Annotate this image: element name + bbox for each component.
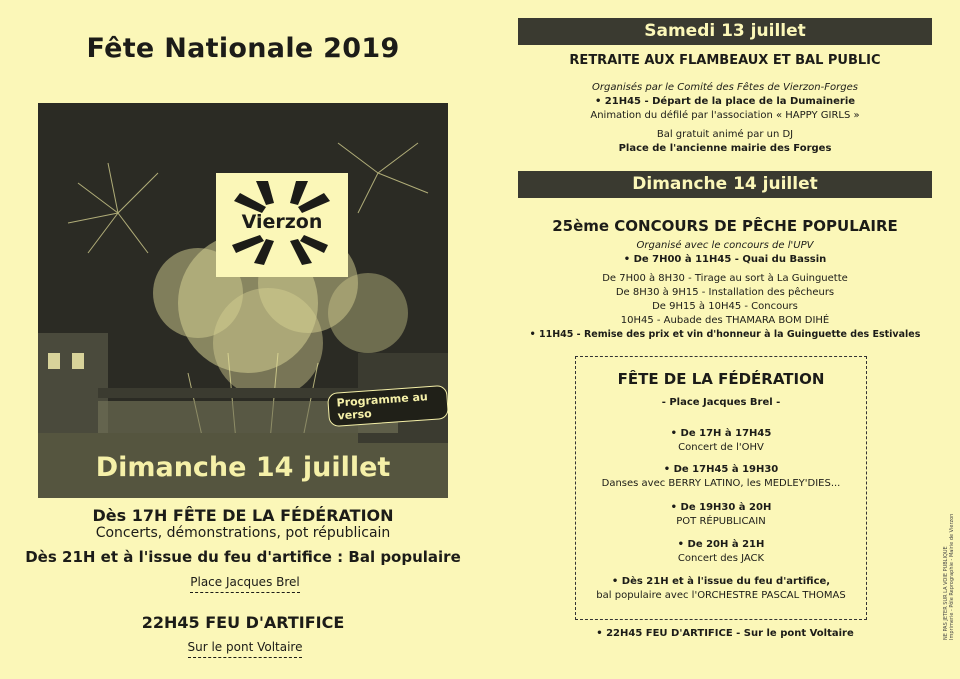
main-date: Dimanche 14 juillet bbox=[95, 452, 391, 483]
federation-desc4: Concert des JACK bbox=[677, 553, 765, 564]
peche-line4: De 9H15 à 10H45 - Concours bbox=[652, 301, 798, 312]
peche-line2: De 7H00 à 8H30 - Tirage au sort à La Guinguette bbox=[602, 273, 848, 284]
federation-title: FÊTE DE LA FÉDÉRATION bbox=[617, 370, 825, 388]
saturday-line2: Animation du défilé par l'association « HAPPY GIRLS » bbox=[590, 110, 860, 121]
pont-voltaire-text: Sur le pont Voltaire bbox=[188, 640, 303, 658]
federation-time4: • De 20H à 21H bbox=[677, 539, 765, 550]
feu-artifice-heading: 22H45 FEU D'ARTIFICE bbox=[141, 613, 345, 632]
fireworks-photo bbox=[38, 103, 448, 498]
place-jacques-brel bbox=[190, 575, 300, 593]
saturday-band: Samedi 13 juillet bbox=[518, 18, 932, 45]
federation-time3: • De 19H30 à 20H bbox=[670, 502, 772, 513]
federation-desc2: Danses avec BERRY LATINO, les MEDLEY'DIES... bbox=[601, 478, 841, 489]
programme-badge: Programme au verso bbox=[327, 385, 448, 427]
federation-desc1: Concert de l'OHV bbox=[678, 442, 764, 453]
page-title: Fête Nationale 2019 bbox=[86, 33, 400, 64]
saturday-line4: Place de l'ancienne mairie des Forges bbox=[618, 143, 832, 154]
right-panel bbox=[490, 0, 960, 679]
peche-line6: • 11H45 - Remise des prix et vin d'honneur à la Guinguette des Estivales bbox=[529, 329, 921, 340]
federation-subline: Concerts, démonstrations, pot républicain bbox=[95, 525, 391, 541]
saturday-line3: Bal gratuit animé par un DJ bbox=[656, 129, 794, 140]
federation-time2: • De 17H45 à 19H30 bbox=[663, 464, 779, 475]
final-feu-artifice: • 22H45 FEU D'ARTIFICE - Sur le pont Voltaire bbox=[596, 628, 854, 639]
sunday-band: Dimanche 14 juillet bbox=[518, 171, 932, 198]
side-note bbox=[943, 330, 955, 640]
saturday-title: RETRAITE AUX FLAMBEAUX ET BAL PUBLIC bbox=[569, 53, 881, 68]
place-jacques-brel-text: Place Jacques Brel bbox=[190, 575, 300, 593]
vierzon-logo bbox=[216, 173, 348, 277]
peche-line1: • De 7H00 à 11H45 - Quai du Bassin bbox=[623, 254, 827, 265]
peche-line3: De 8H30 à 9H15 - Installation des pêcheurs bbox=[615, 287, 835, 298]
federation-desc5: bal populaire avec l'ORCHESTRE PASCAL THOMAS bbox=[596, 590, 846, 601]
side-note-2: Imprimerie - Pôle Reprographie - Mairie de Vierzon bbox=[949, 513, 955, 640]
bal-populaire-line: Dès 21H et à l'issue du feu d'artifice : Bal populaire bbox=[25, 548, 461, 566]
peche-title: 25ème CONCOURS DE PÊCHE POPULAIRE bbox=[552, 217, 898, 235]
logo-text: Vierzon bbox=[241, 211, 323, 233]
federation-desc3: POT RÉPUBLICAIN bbox=[676, 516, 766, 527]
saturday-line1: • 21H45 - Départ de la place de la Dumainerie bbox=[594, 96, 856, 107]
peche-line5: 10H45 - Aubade des THAMARA BOM DIHÉ bbox=[620, 315, 830, 326]
federation-time1: • De 17H à 17H45 bbox=[670, 428, 772, 439]
saturday-organizer: Organisés par le Comité des Fêtes de Vierzon-Forges bbox=[592, 82, 858, 93]
peche-organizer: Organisé avec le concours de l'UPV bbox=[636, 240, 814, 251]
federation-time5: • Dès 21H et à l'issue du feu d'artifice, bbox=[611, 576, 831, 587]
federation-place: - Place Jacques Brel - bbox=[661, 397, 781, 408]
pont-voltaire bbox=[185, 640, 305, 658]
side-note-1: NE PAS JETER SUR LA VOIE PUBLIQUE bbox=[943, 546, 949, 640]
federation-heading: Dès 17H FÊTE DE LA FÉDÉRATION bbox=[92, 506, 394, 525]
